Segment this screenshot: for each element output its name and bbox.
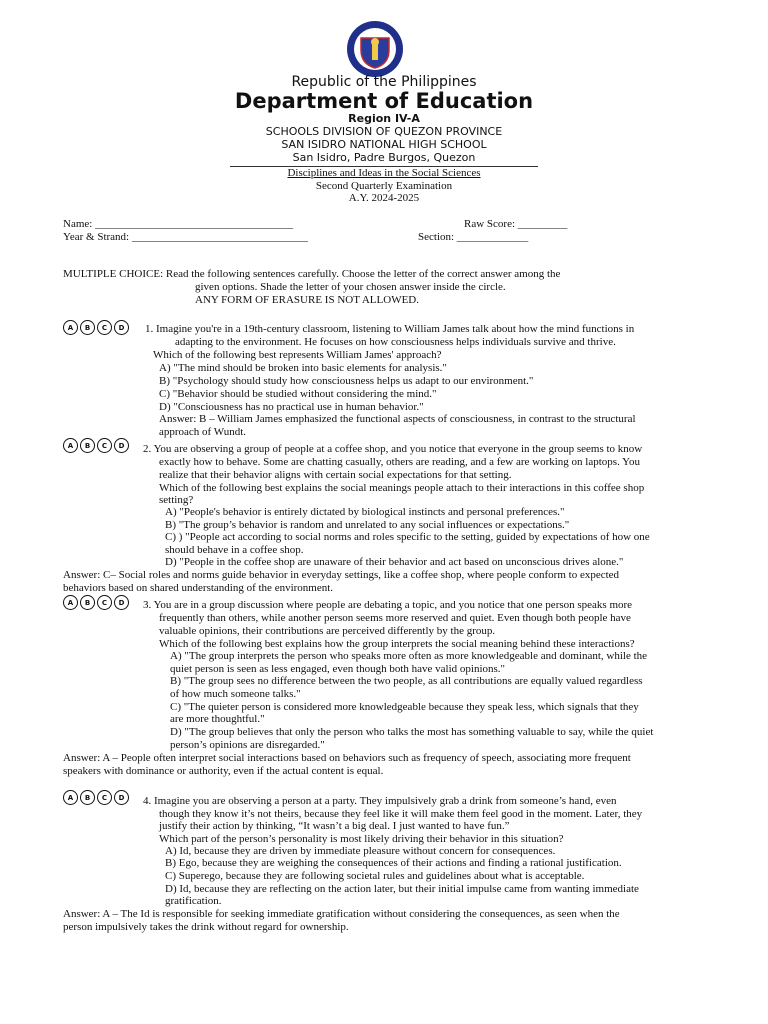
option-b: B) Ego, because they are weighing the consequences of their actions and finding a rational justification. <box>165 857 622 869</box>
option-a: A) "The group interprets the person who speaks more often as more knowledgeable and dominant, while the <box>170 650 648 662</box>
answer-text: Answer: A – The Id is responsible for seeking immediate gratification without considering the consequences, as seen when the <box>63 908 620 920</box>
division-label: SCHOOLS DIVISION OF QUEZON PROVINCE <box>265 125 503 138</box>
option-a: A) "People's behavior is entirely dictated by biological instincts and personal preferences." <box>165 506 565 518</box>
question-text: 2. You are observing a group of people at a coffee shop, and you notice that everyone in the group seems to know <box>143 443 643 455</box>
option-a: A) Id, because they are driven by immediate pleasure without concern for consequences. <box>165 845 556 857</box>
answer-text: Answer: C– Social roles and norms guide behavior in everyday settings, like a coffee shop, where people conform to expected <box>63 569 620 581</box>
bubble-c[interactable]: C <box>97 790 112 805</box>
answer-bubbles-q3 <box>63 595 129 610</box>
question-text: Which of the following best explains how the group interprets the social meaning behind these interactions? <box>159 638 635 650</box>
option-d: person’s opinions are disregarded." <box>170 739 325 751</box>
bubble-b[interactable]: B <box>80 790 95 805</box>
option-d: D) "People in the coffee shop are unaware of their behavior and act based on unconscious drives alone." <box>165 556 624 568</box>
answer-text: person impulsively takes the drink without regard for ownership. <box>63 921 349 933</box>
subject-title: Disciplines and Ideas in the Social Sciences <box>287 167 481 179</box>
bubble-c[interactable]: C <box>97 320 112 335</box>
academic-year: A.Y. 2024-2025 <box>348 192 420 204</box>
question-text: adapting to the environment. He focuses on how consciousness helps individuals survive and thrive. <box>175 336 616 348</box>
year-strand-field[interactable]: Year & Strand: ________________________________ <box>63 231 308 243</box>
option-c: C) Superego, because they are following societal rules and guidelines about what is acceptable. <box>165 870 585 882</box>
answer-text: approach of Wundt. <box>159 426 247 438</box>
republic-heading: Republic of the Philippines <box>291 74 477 90</box>
option-b: of how much someone talks." <box>170 688 301 700</box>
bubble-d[interactable]: D <box>114 790 129 805</box>
name-field[interactable]: Name: ____________________________________ <box>63 218 294 230</box>
answer-text: Answer: B – William James emphasized the functional aspects of consciousness, in contrast to the structural <box>159 413 636 425</box>
bubble-d[interactable]: D <box>114 595 129 610</box>
option-c: C) "Behavior should be studied without considering the mind." <box>159 388 437 400</box>
school-name: SAN ISIDRO NATIONAL HIGH SCHOOL <box>281 138 487 151</box>
exam-title: Second Quarterly Examination <box>315 180 453 192</box>
answer-bubbles-q4 <box>63 790 129 805</box>
option-d: D) "The group believes that only the person who talks the most has something valuable to say, while the quiet <box>170 726 654 738</box>
answer-bubbles-q2 <box>63 438 129 453</box>
bubble-c[interactable]: C <box>97 595 112 610</box>
answer-text: speakers with dominance or authority, even if the actual content is equal. <box>63 765 384 777</box>
answer-bubbles-q1 <box>63 320 129 335</box>
option-d: D) Id, because they are reflecting on the action later, but their initial impulse came from wanting immediate <box>165 883 639 895</box>
question-text: frequently than others, while another person seems more reserved and quiet. Even though both people have <box>159 612 631 624</box>
option-c: should behave in a coffee shop. <box>165 544 304 556</box>
bubble-a[interactable]: A <box>63 438 78 453</box>
option-c: are more thoughtful." <box>170 713 265 725</box>
instructions-line: MULTIPLE CHOICE: Read the following sentences carefully. Choose the letter of the correct answer among the <box>63 268 561 280</box>
question-text: setting? <box>159 494 194 506</box>
bubble-d[interactable]: D <box>114 438 129 453</box>
bubble-b[interactable]: B <box>80 595 95 610</box>
question-text: Which of the following best explains the social meanings people attach to their interactions in this coffee shop <box>159 482 645 494</box>
option-c: C) "The quieter person is considered more knowledgeable because they speak less, which signals that they <box>170 701 639 713</box>
option-b: B) "Psychology should study how consciousness helps us adapt to our environment." <box>159 375 534 387</box>
option-a: A) "The mind should be broken into basic elements for analysis." <box>159 362 447 374</box>
question-text: valuable opinions, their contributions are perceived differently by the group. <box>159 625 496 637</box>
question-text: 1. Imagine you're in a 19th-century classroom, listening to William James talk about how the mind functions in <box>145 323 635 335</box>
question-text: Which of the following best represents William James' approach? <box>153 349 442 361</box>
section-field[interactable]: Section: _____________ <box>418 231 529 243</box>
school-address: San Isidro, Padre Burgos, Quezon <box>292 151 476 164</box>
answer-text: Answer: A – People often interpret social interactions based on behaviors such as frequency of speech, associating more frequent <box>63 752 631 764</box>
question-text: justify their action by thinking, “It wasn’t a big deal. I just wanted to have fun.” <box>159 820 510 832</box>
option-c: C) ) "People act according to social norms and roles specific to the setting, guided by expectations of how one <box>165 531 650 543</box>
option-b: B) "The group’s behavior is random and unrelated to any social influences or expectations." <box>165 519 570 531</box>
question-text: 3. You are in a group discussion where people are debating a topic, and you notice that one person speaks more <box>143 599 633 611</box>
instructions-warning: ANY FORM OF ERASURE IS NOT ALLOWED. <box>195 294 419 306</box>
region-label: Region IV-A <box>348 112 420 125</box>
instructions-line: given options. Shade the letter of your chosen answer inside the circle. <box>195 281 506 293</box>
option-d: gratification. <box>165 895 222 907</box>
option-d: D) "Consciousness has no practical use in human behavior." <box>159 401 424 413</box>
option-b: B) "The group sees no difference between the two people, as all contributions are equally valued regardless <box>170 675 643 687</box>
question-text: 4. Imagine you are observing a person at a party. They impulsively grab a drink from someone’s hand, even <box>143 795 617 807</box>
answer-text: behaviors based on shared understanding of the environment. <box>63 582 334 594</box>
bubble-a[interactable]: A <box>63 790 78 805</box>
question-text: Which part of the person’s personality is most likely driving their behavior in this situation? <box>159 833 564 845</box>
question-text: realize that their behavior aligns with certain social expectations for that setting. <box>159 469 512 481</box>
bubble-a[interactable]: A <box>63 320 78 335</box>
bubble-d[interactable]: D <box>114 320 129 335</box>
question-text: though they know it’s not theirs, because they feel like it will make them feel good in the moment. Later, they <box>159 808 643 820</box>
department-title: Department of Education <box>234 89 534 113</box>
option-a: quiet person is seen as less engaged, even though both have valid opinions." <box>170 663 506 675</box>
question-text: exactly how to behave. Some are chatting casually, others are reading, and a few are working on laptops. You <box>159 456 640 468</box>
bubble-c[interactable]: C <box>97 438 112 453</box>
raw-score-field[interactable]: Raw Score: _________ <box>464 218 568 230</box>
deped-seal-logo <box>341 20 409 78</box>
bubble-a[interactable]: A <box>63 595 78 610</box>
bubble-b[interactable]: B <box>80 320 95 335</box>
bubble-b[interactable]: B <box>80 438 95 453</box>
